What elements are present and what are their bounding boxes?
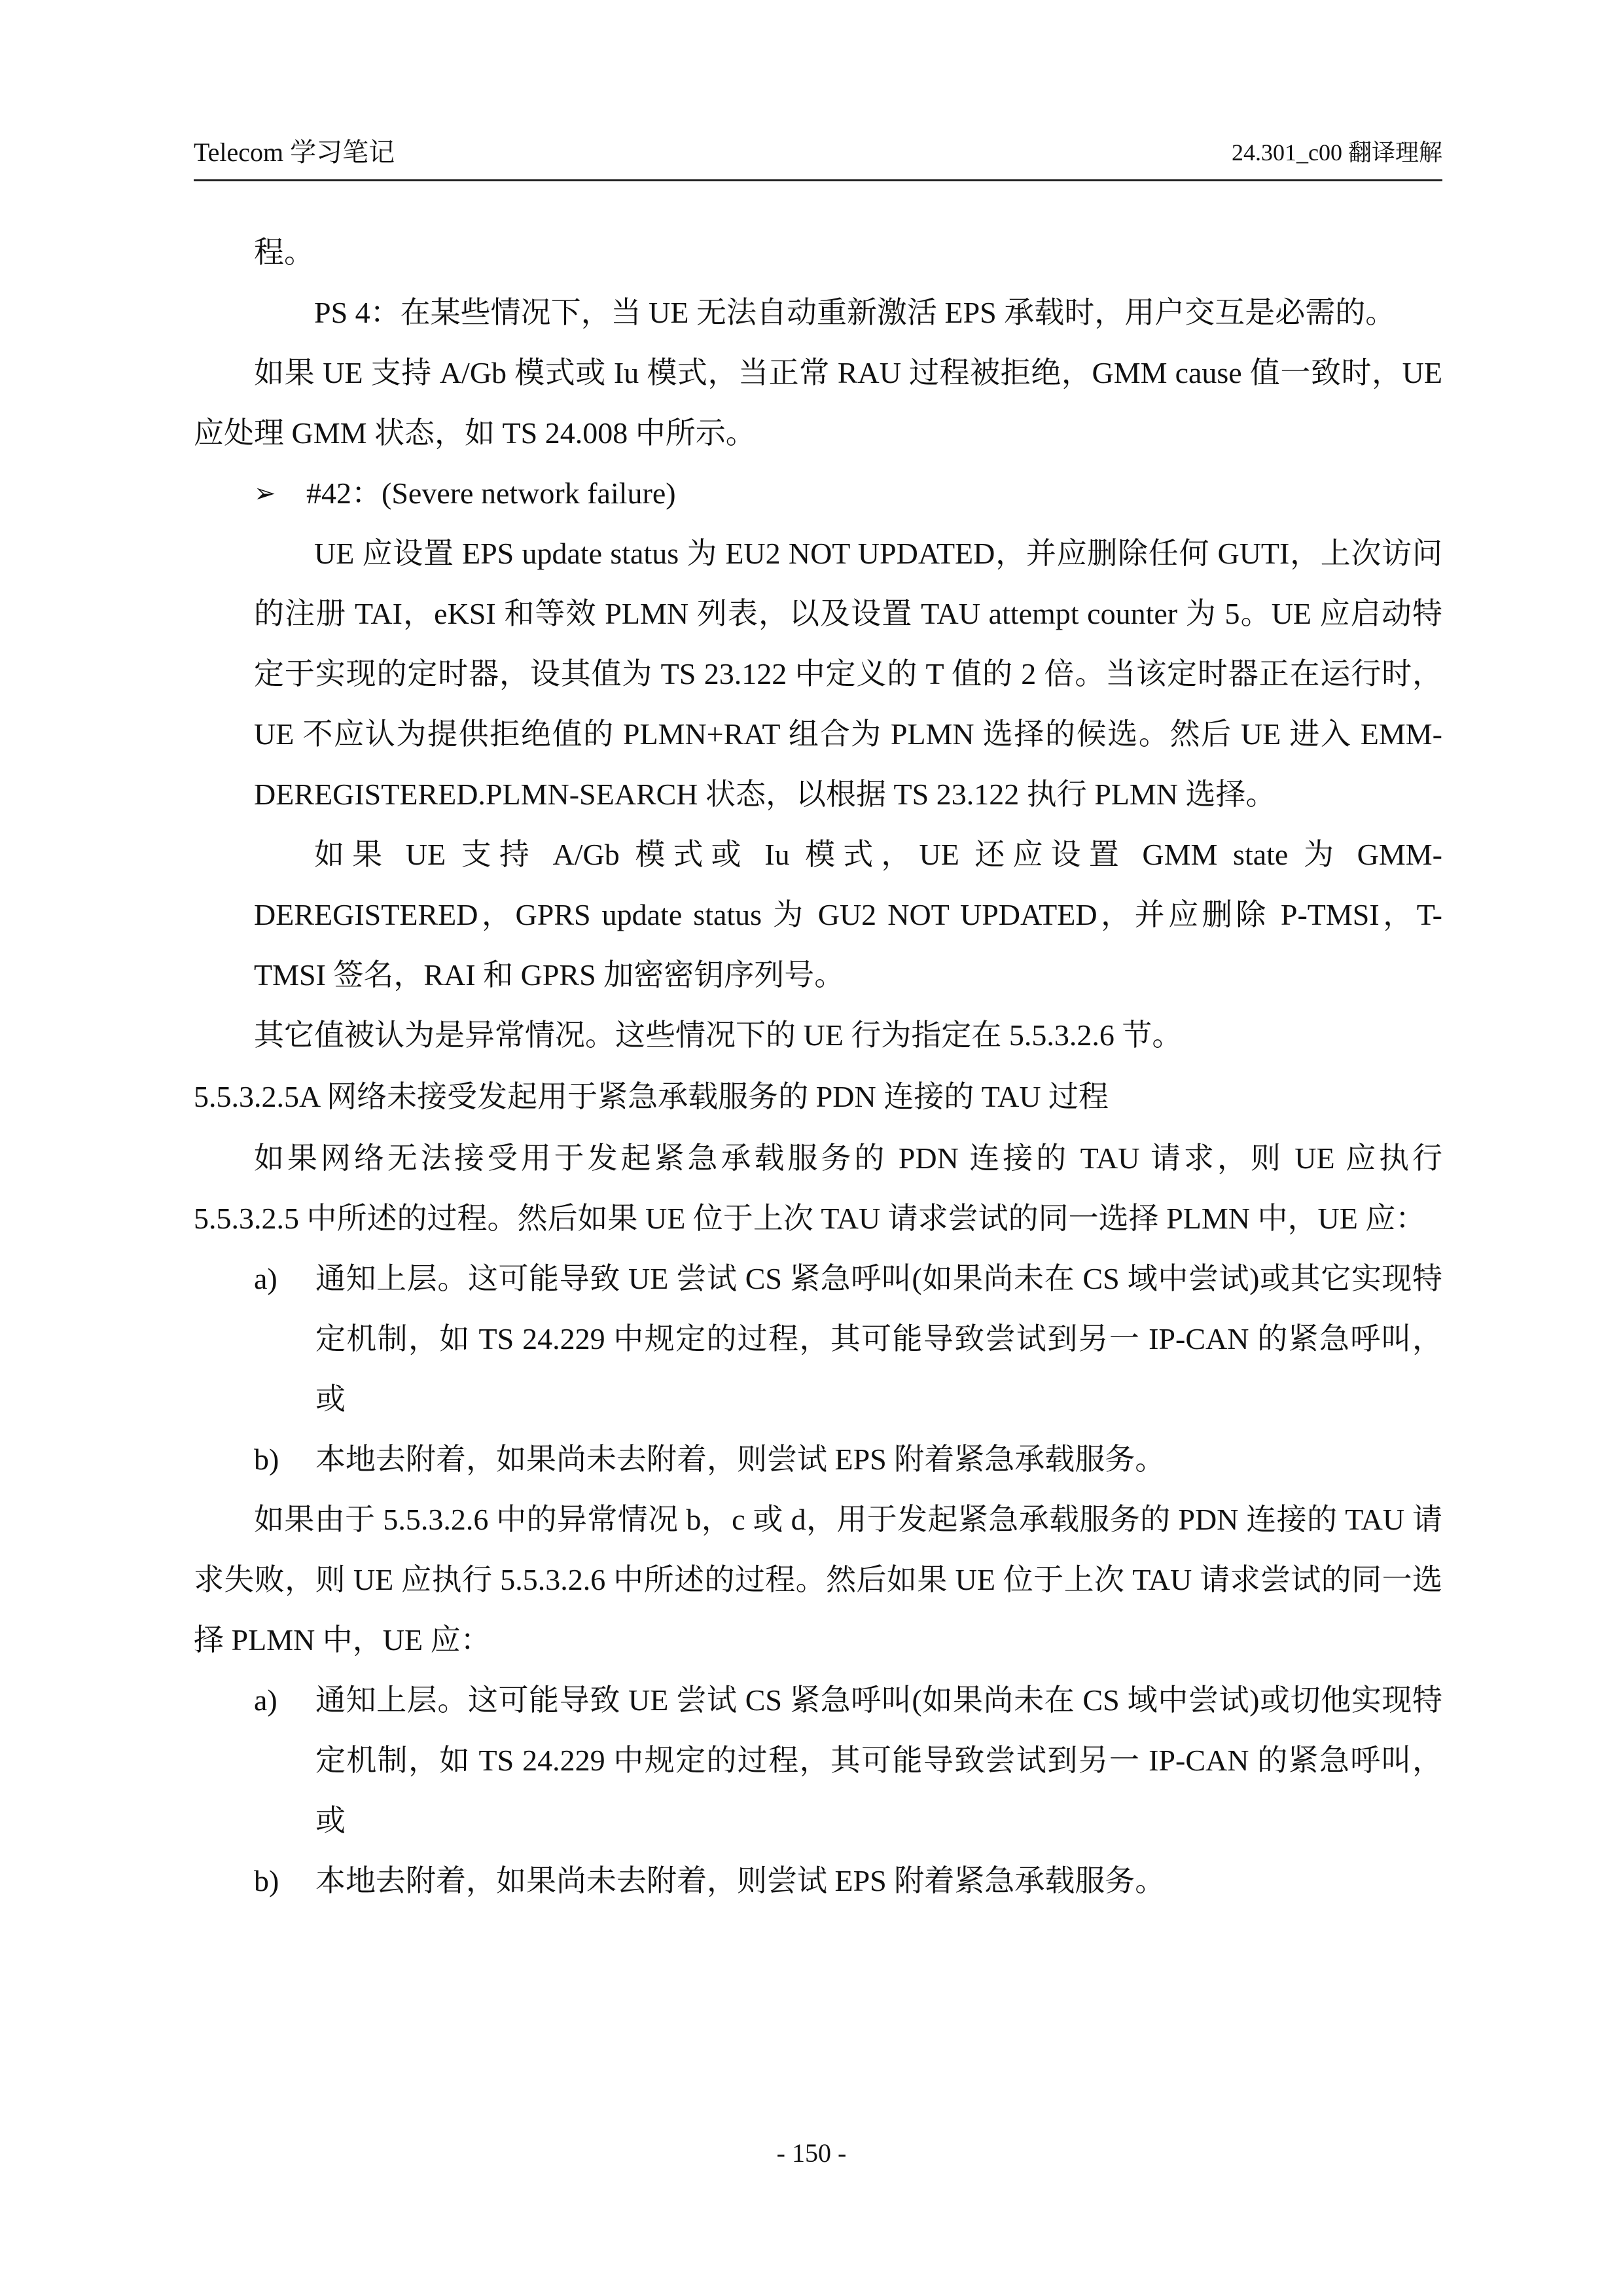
paragraph-tau-failed: 如果由于 5.5.3.2.6 中的异常情况 b，c 或 d，用于发起紧急承载服务的 PDN 连接的 TAU 请求失败，则 UE 应执行 5.5.3.2.6 中所述的过程。然后如果 UE 位于上次 TAU 请求尝试的同一选择 PLMN 中，UE 应： xyxy=(194,1503,1442,1657)
section-heading: 5.5.3.2.5A 网络未接受发起用于紧急承载服务的 PDN 连接的 TAU 过程 xyxy=(194,1080,1109,1113)
page-number: - 150 - xyxy=(776,2138,847,2168)
paragraph-tau-not-accepted: 如果网络无法接受用于发起紧急承载服务的 PDN 连接的 TAU 请求，则 UE 应执行 5.5.3.2.5 中所述的过程。然后如果 UE 位于上次 TAU 请求尝试的同一选择 PLMN 中，UE 应： xyxy=(194,1141,1442,1235)
list-item xyxy=(194,1429,1442,1490)
header-title: Telecom 学习笔记 xyxy=(194,137,395,167)
list-marker: b) xyxy=(254,1864,279,1897)
list-item-text: 本地去附着，如果尚未去附着，则尝试 EPS 附着紧急承载服务。 xyxy=(315,1443,1166,1476)
list-item-text: 通知上层。这可能导致 UE 尝试 CS 紧急呼叫(如果尚未在 CS 域中尝试)或切他实现特定机制，如 TS 24.229 中规定的过程，其可能导致尝试到另一 IP-CAN 的紧急呼叫，或 xyxy=(315,1683,1442,1837)
bullet-item-cause-42 xyxy=(194,463,1442,524)
paragraph-gmm-handling: 如果 UE 支持 A/Gb 模式或 Iu 模式，当正常 RAU 过程被拒绝，GMM cause 值一致时，UE 应处理 GMM 状态，如 TS 24.008 中所示。 xyxy=(194,356,1442,450)
header-divider xyxy=(194,179,1442,181)
list-marker: b) xyxy=(254,1443,279,1476)
list-item-text: 本地去附着，如果尚未去附着，则尝试 EPS 附着紧急承载服务。 xyxy=(315,1864,1166,1897)
list-item-text: 通知上层。这可能导致 UE 尝试 CS 紧急呼叫(如果尚未在 CS 域中尝试)或其它实现特定机制，如 TS 24.229 中规定的过程，其可能导致尝试到另一 IP-CAN 的紧急呼叫，或 xyxy=(315,1262,1442,1416)
list-item xyxy=(194,1851,1442,1911)
paragraph-eps-update-status: UE 应设置 EPS update status 为 EU2 NOT UPDATED，并应删除任何 GUTI，上次访问的注册 TAI，eKSI 和等效 PLMN 列表，以及设置 TAU attempt counter 为 5。UE 应启动特定于实现的定时器，设其值为 TS 23.122 中定义的 T 值的 2 倍。当该定时器正在运行时，UE 不应认为提供拒绝值的 PLMN+RAT 组合为 PLMN 选择的候选。然后 UE 进入 EMM-DEREGISTERED.PLMN-SEARCH 状态，以根据 TS 23.122 执行 PLMN 选择。 xyxy=(254,537,1442,811)
paragraph-ps4-note: PS 4：在某些情况下，当 UE 无法自动重新激活 EPS 承载时，用户交互是必需的。 xyxy=(314,296,1396,329)
paragraph-abnormal-cases: 其它值被认为是异常情况。这些情况下的 UE 行为指定在 5.5.3.2.6 节。 xyxy=(254,1018,1183,1052)
bullet-item-label: #42：(Severe network failure) xyxy=(306,476,676,510)
paragraph-continuation: 程。 xyxy=(254,236,314,269)
arrow-bullet-icon: ➢ xyxy=(254,478,276,509)
list-item xyxy=(194,1249,1442,1429)
header-document-id: 24.301_c00 翻译理解 xyxy=(1232,139,1442,166)
paragraph-gmm-state: 如果 UE 支持 A/Gb 模式或 Iu 模式，UE 还应设置 GMM state 为 GMM-DEREGISTERED，GPRS update status 为 GU2 NOT UPDATED，并应删除 P-TMSI，T-TMSI 签名，RAI 和 GPRS 加密密钥序列号。 xyxy=(254,838,1442,992)
list-marker: a) xyxy=(254,1683,277,1717)
list-item xyxy=(194,1670,1442,1851)
list-marker: a) xyxy=(254,1262,277,1295)
page-body xyxy=(194,223,1442,1911)
